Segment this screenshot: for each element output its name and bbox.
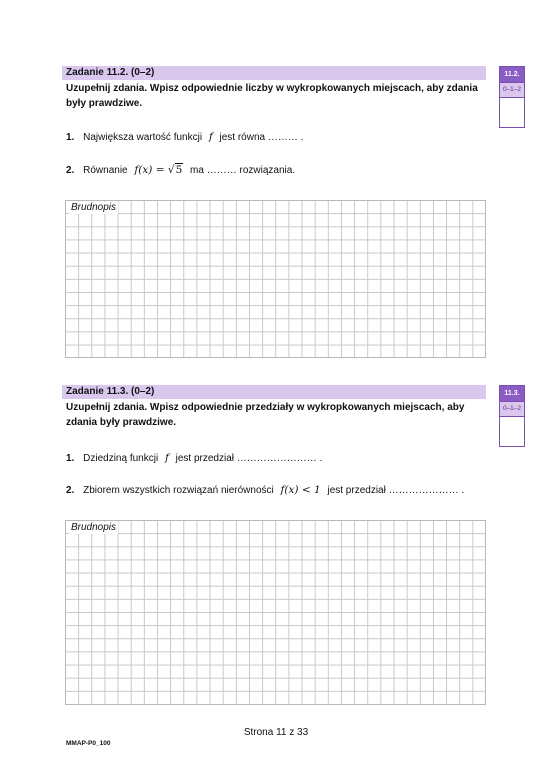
- math-function-f: f: [208, 131, 213, 143]
- math-inequality: f(x) < 1: [280, 484, 321, 496]
- item-number: 1.: [66, 132, 75, 143]
- scratch-label: Brudnopis: [71, 522, 117, 533]
- score-box-11-3: [499, 385, 525, 447]
- task-header-11-2: Zadanie 11.2. (0–2): [62, 66, 486, 80]
- item-text: Równanie: [83, 165, 128, 176]
- item-11-2-1: [66, 130, 303, 145]
- item-11-3-1: [66, 451, 322, 466]
- item-number: 2.: [66, 165, 75, 176]
- sqrt-symbol: √5: [167, 164, 183, 176]
- answer-blank[interactable]: jest równa ……… .: [219, 132, 304, 143]
- score-box-11-2: [499, 66, 525, 128]
- score-id: 11.2.: [500, 67, 524, 82]
- score-range: 0–1–2: [500, 82, 524, 98]
- task-header-11-3: Zadanie 11.3. (0–2): [62, 385, 486, 399]
- task-instruction-11-2: Uzupełnij zdania. Wpisz odpowiednie liczby w wykropkowanych miejscach, aby zdania były prawdziwe.: [66, 83, 478, 109]
- math-function-f: f: [164, 452, 169, 464]
- score-entry-field[interactable]: [500, 417, 524, 448]
- answer-blank[interactable]: jest przedział ………………… .: [327, 485, 465, 496]
- item-number: 2.: [66, 485, 75, 496]
- math-lhs: f(x) =: [134, 164, 168, 176]
- scratch-label: Brudnopis: [71, 202, 117, 213]
- answer-blank[interactable]: ma ……… rozwiązania.: [190, 165, 296, 176]
- item-text: Dziedziną funkcji: [83, 453, 159, 464]
- page-number: Strona 11 z 33: [243, 727, 309, 738]
- math-equation: [134, 164, 183, 176]
- item-text: Zbiorem wszystkich rozwiązań nierówności: [83, 485, 274, 496]
- score-entry-field[interactable]: [500, 98, 524, 129]
- item-11-3-2: [66, 483, 464, 498]
- score-range: 0–1–2: [500, 401, 524, 417]
- item-text: Największa wartość funkcji: [83, 132, 203, 143]
- score-id: 11.3.: [500, 386, 524, 401]
- scratch-grid-11-3[interactable]: [65, 520, 486, 705]
- scratch-grid-11-2[interactable]: [65, 200, 486, 358]
- sqrt-radicand: 5: [175, 164, 183, 176]
- answer-blank[interactable]: jest przedział …………………… .: [175, 453, 323, 464]
- item-11-2-2: [66, 163, 295, 178]
- task-instruction-11-3: Uzupełnij zdania. Wpisz odpowiednie przedziały w wykropkowanych miejscach, aby zdania były prawdziwe.: [66, 402, 465, 428]
- item-number: 1.: [66, 453, 75, 464]
- exam-code: MMAP-P0_100: [66, 740, 111, 747]
